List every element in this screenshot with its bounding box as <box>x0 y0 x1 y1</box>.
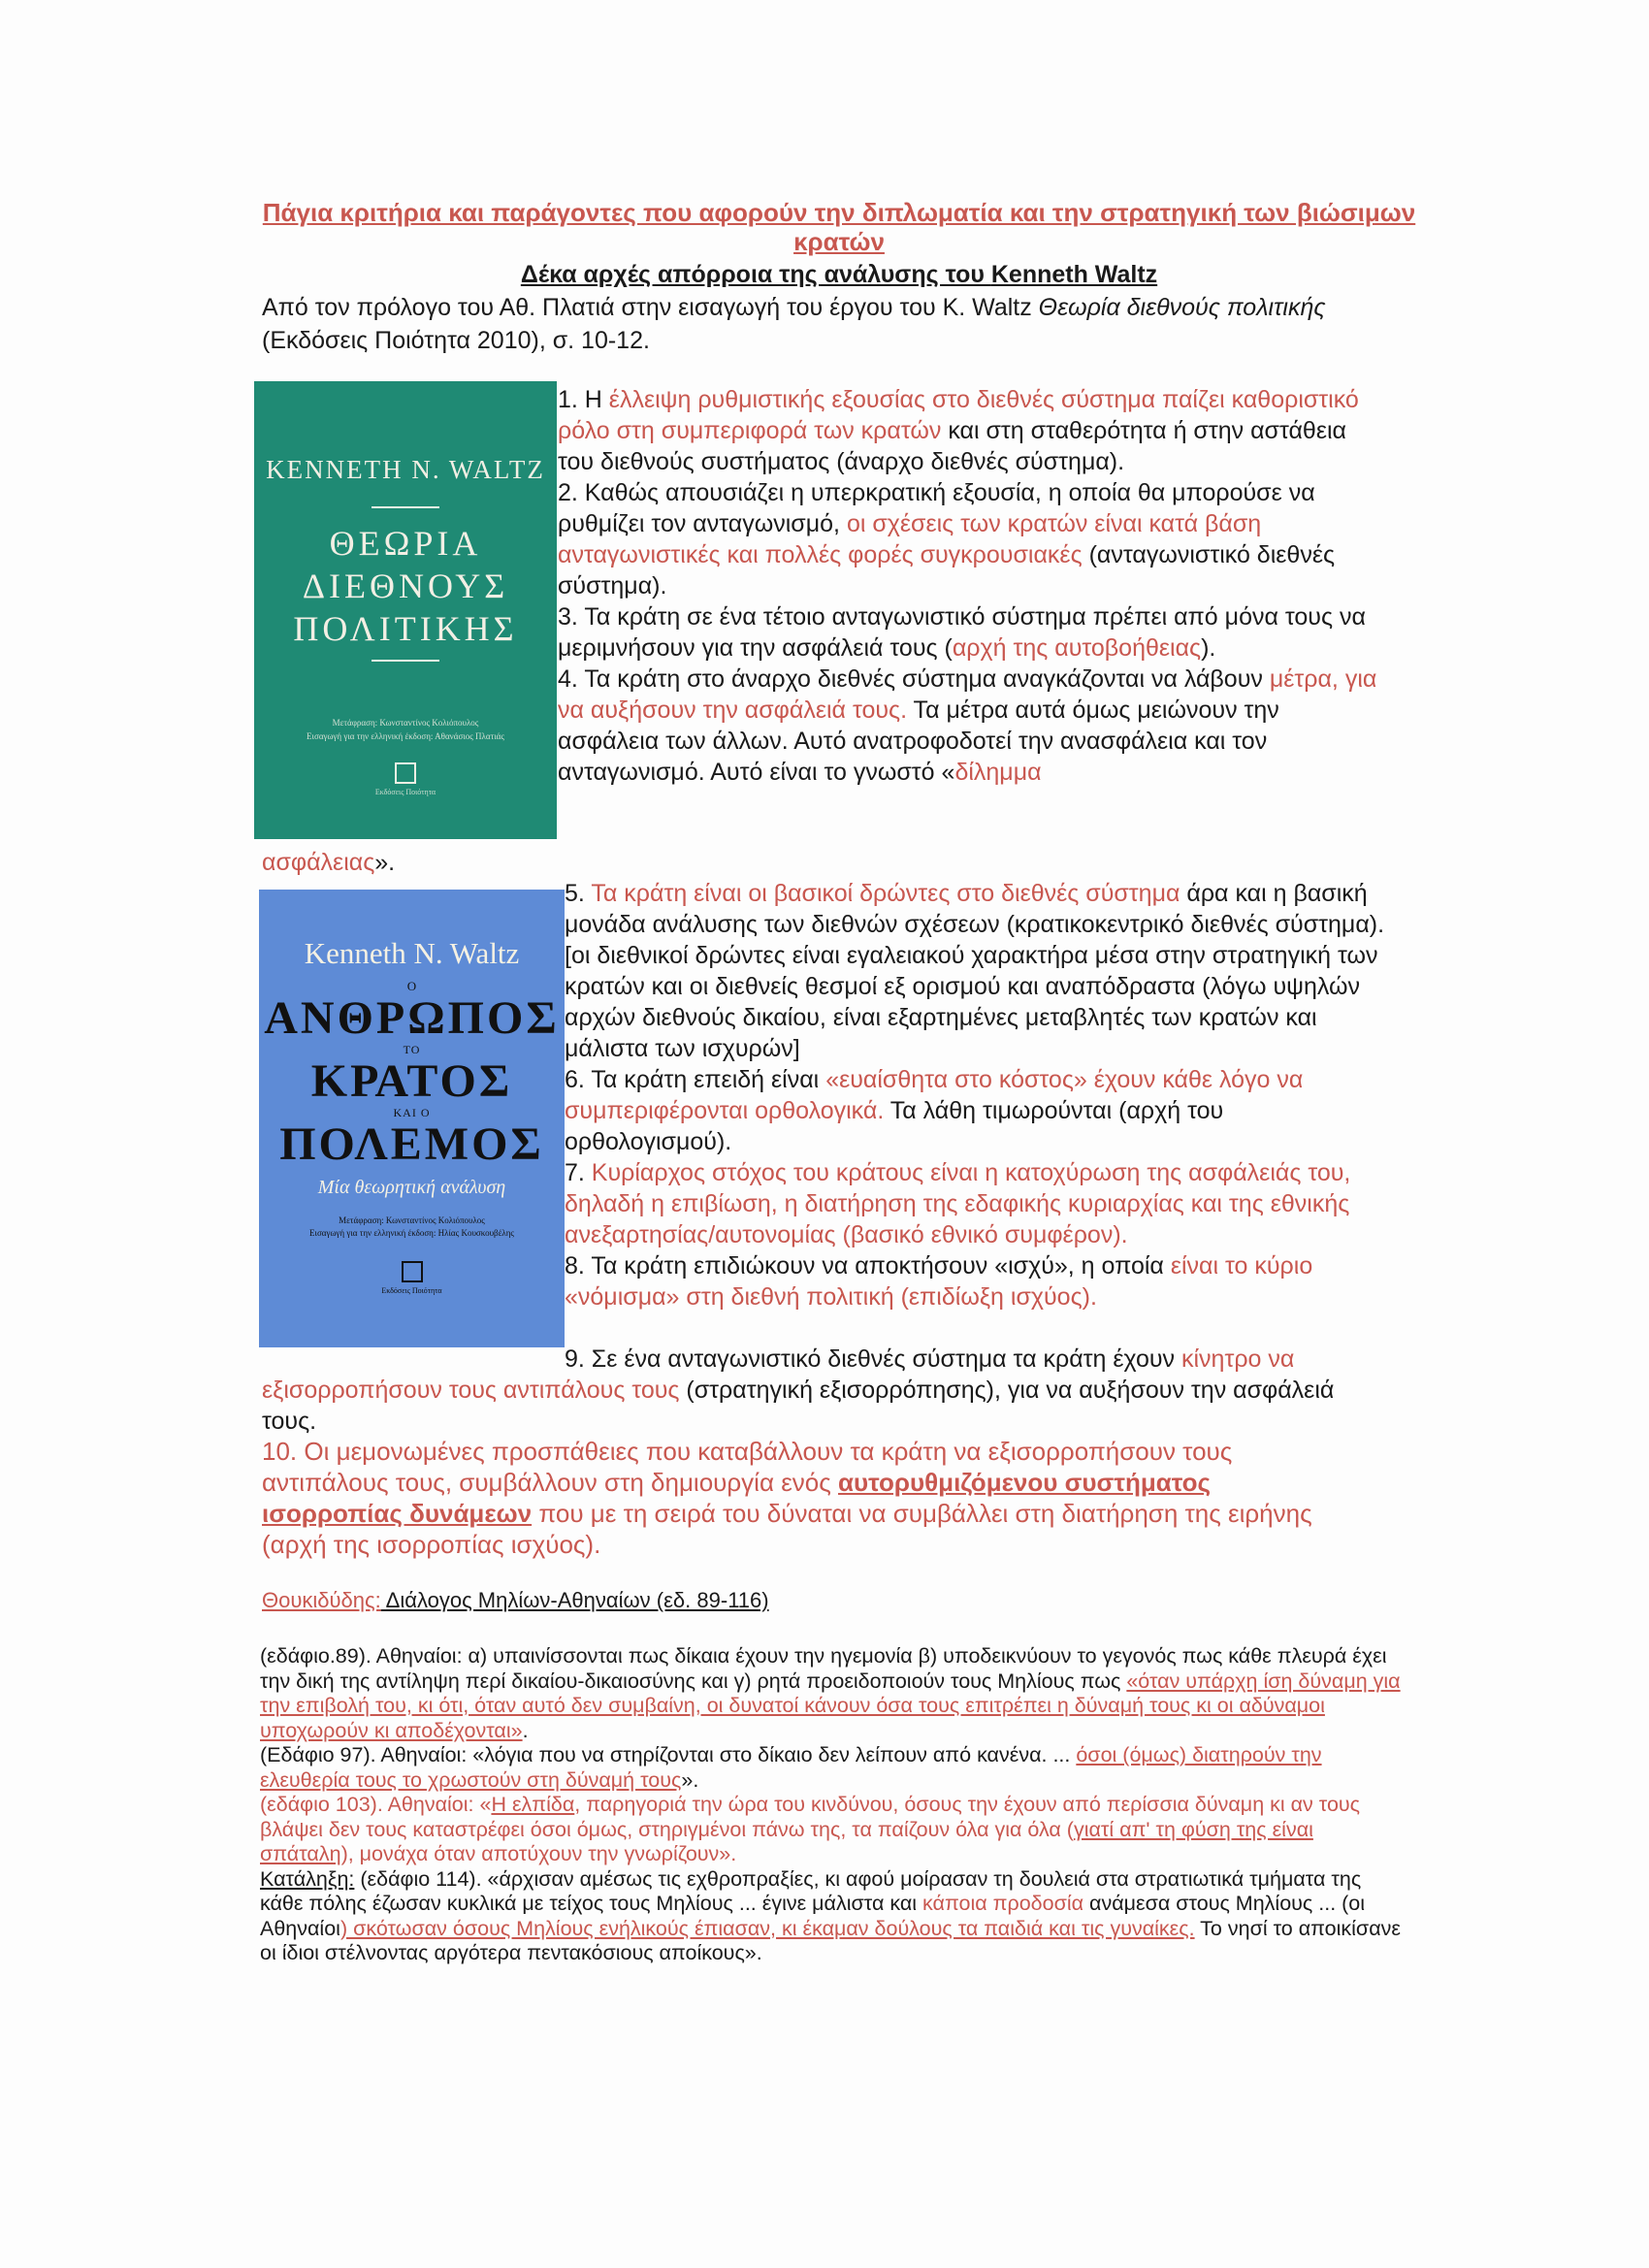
cover2-intro: Εισαγωγή για την ελληνική έκδοση: Ηλίας Κουσκουβέλης <box>309 1228 514 1238</box>
point-4-highlight: μέτρα, για να αυξήσουν την ασφάλειά τους. <box>558 665 1377 724</box>
cover1-intro: Εισαγωγή για την ελληνική έκδοση: Αθανάσιος Πλατιάς <box>307 731 504 741</box>
excerpt-114-quote: ) σκότωσαν όσους Μηλίους ενήλικούς έπιασαν, κι έκαμαν δούλους τα παιδιά και τις γυναίκες. <box>340 1916 1195 1940</box>
thucydides-heading <box>262 1588 769 1613</box>
cover2-subtitle: Μία θεωρητική ανάλυση <box>317 1177 506 1198</box>
document-subtitle <box>257 260 1421 289</box>
excerpt-97-text: (Εδάφιο 97). Αθηναίοι: «λόγια που να στηρίζονται στο δίκαιο δεν λείπουν από κανένα. ... <box>260 1743 1077 1766</box>
point-10-text-end: που με τη σειρά του δύναται να συμβάλλει στη διατήρηση της ειρήνης (αρχή της ισορροπίας ισχύος). <box>262 1499 1312 1559</box>
source-book-title: Θεωρία διεθνούς πολιτικής <box>1038 294 1326 321</box>
subtitle-text: Δέκα αρχές απόρροια της ανάλυσης του <box>520 261 991 288</box>
point-6-highlight: «ευαίσθητα στο κόστος» έχουν κάθε λόγο να συμπεριφέρονται ορθολογικά. <box>565 1066 1304 1124</box>
thucydides-name: Θουκιδύδης: <box>262 1588 381 1612</box>
point-5-highlight: Τα κράτη είναι οι βασικοί δρώντες στο διεθνές σύστημα <box>591 880 1180 907</box>
point-5-text: 5. <box>565 880 592 907</box>
point-5 <box>565 878 1389 1064</box>
excerpt-89-text: (εδάφιο.89). Αθηναίοι: α) υπαινίσσονται πως δίκαια έχουν την ηγεμονία β) υποδεικνύουν το γεγονός πως κάθε πλευρά έχει την δική της αντίληψη περί δικαίου-δικαιοσύνης και γ) ρητά προειδοποιούν τους Μηλίους πως <box>260 1644 1387 1693</box>
cover1-title-line2: ΔΙΕΘΝΟΥΣ <box>302 567 509 605</box>
cover1-translator: Μετάφραση: Κωνσταντίνος Κολιόπουλος <box>332 718 479 728</box>
cover1-title-line1: ΘΕΩΡΙΑ <box>329 524 482 563</box>
point-8-highlight: είναι το κύριο «νόμισμα» στη διεθνή πολιτική (επιδίωξη ισχύος). <box>565 1252 1313 1311</box>
source-text: Από τον πρόλογο του Αθ. Πλατιά στην εισαγωγή του έργου του Κ. Waltz <box>262 294 1039 321</box>
excerpt-103-text: (εδάφιο 103). Αθηναίοι: « <box>260 1793 492 1816</box>
point-9-text: 9. Σε ένα ανταγωνιστικό διεθνές σύστημα τα κράτη έχουν <box>565 1345 1181 1373</box>
point-4-tail-highlight: ασφάλειας <box>262 849 375 876</box>
subtitle-author: Kenneth Waltz <box>990 261 1158 288</box>
point-4-tail <box>262 847 395 878</box>
point-1-text: 1. Η <box>558 386 609 413</box>
cover2-word-and: ΚΑΙ Ο <box>393 1106 431 1119</box>
cover1-divider <box>372 506 439 508</box>
cover2-publisher: Εκδόσεις Ποιότητα <box>381 1286 442 1295</box>
excerpt-114-betrayal: κάποια προδοσία <box>922 1892 1084 1915</box>
point-3 <box>558 601 1382 664</box>
excerpt-89-end: . <box>522 1718 529 1742</box>
excerpt-103-underline: γιατί απ' τη φύση της είναι σπάταλη <box>260 1817 1313 1865</box>
point-8 <box>565 1250 1389 1312</box>
cover2-word-man: ΑΝΘΡΩΠΟΣ <box>264 992 560 1044</box>
point-2-highlight: οι σχέσεις των κρατών είναι κατά βάση ανταγωνιστικές και πολλές φορές συγκρουσιακές <box>558 510 1262 568</box>
point-5-text-end: άρα και η βασική μονάδα ανάλυσης των διεθνών σχέσεων (κρατικοκεντρικό διεθνές σύστημα). [οι διεθνικοί δρώντες είναι εγαλειακού χαρακτήρα μέσα στην στρατηγική των κρατών και οι διεθνείς θεσμοί εξ ορισμού και αναπόδραστα (λόγω υψηλών αρχών διεθνούς δικαίου, είναι εξαρτημένες μεταβλητές των κρατών και μάλιστα των ισχυρών] <box>565 880 1385 1062</box>
book-cover-theory-of-international-politics <box>254 381 557 839</box>
point-4-text-mid: Τα μέτρα αυτά όμως μειώνουν την ασφάλεια των άλλων. Αυτό ανατροφοδοτεί την ανασφάλεια και τον ανταγωνισμό. Αυτό είναι το γνωστό « <box>558 697 1279 786</box>
point-7-highlight: Κυρίαρχος στόχος του κράτους είναι η κατοχύρωση της ασφάλειάς του, δηλαδή η επιβίωση, η διατήρηση της εδαφικής κυριαρχίας και της εθνικής ανεξαρτησίας/αυτονομίας (βασικό εθνικό συμφέρον). <box>565 1159 1351 1248</box>
point-9 <box>262 1344 1387 1437</box>
melian-dialogue-excerpts <box>260 1644 1409 1966</box>
point-3-highlight: αρχή της αυτοβοήθειας <box>952 634 1202 662</box>
source-note <box>262 291 1368 357</box>
point-10-text: 10. Οι μεμονωμένες προσπάθειες που καταβάλλουν τα κράτη να εξισορροπήσουν τους αντιπάλους τους, συμβάλλουν στη δημιουργία ενός <box>262 1437 1233 1497</box>
point-4 <box>558 664 1382 788</box>
excerpt-114-end: Το νησί το αποικίσανε οι ίδιοι στέλνοντας αργότερα πεντακόσιους αποίκους». <box>260 1916 1401 1964</box>
source-text-end: (Εκδόσεις Ποιότητα 2010), σ. 10-12. <box>262 327 650 354</box>
cover2-word-o: Ο <box>406 979 417 993</box>
points-column-1 <box>558 384 1382 788</box>
point-10 <box>262 1436 1329 1560</box>
cover2-translator: Μετάφραση: Κωνσταντίνος Κολιόπουλος <box>339 1215 485 1225</box>
excerpt-103-end: ), μονάχα όταν αποτύχουν την γνωρίζουν». <box>340 1842 737 1865</box>
excerpt-89 <box>260 1644 1409 1743</box>
excerpt-114 <box>260 1867 1409 1966</box>
cover1-publisher: Εκδόσεις Ποιότητα <box>374 788 436 796</box>
cover1-author: KENNETH N. WALTZ <box>266 455 545 484</box>
excerpt-103 <box>260 1793 1409 1867</box>
cover1-divider-bottom <box>372 660 439 662</box>
point-1 <box>558 384 1382 477</box>
excerpt-103-text-mid: , παρηγοριά την ώρα του κινδύνου, όσους την έχουν από περίσσια δύναμη κι αν τους βλάψει δεν τους καταστρέφει όσοι όμως, στηριγμένοι πάνω της, τα παίζουν όλα για όλα ( <box>260 1793 1361 1841</box>
point-3-text: 3. Τα κράτη σε ένα τέτοιο ανταγωνιστικό σύστημα πρέπει από μόνα τους να μεριμνήσουν για την ασφάλειά τους ( <box>558 603 1366 662</box>
thucydides-work: Διάλογος Μηλίων-Αθηναίων (εδ. 89-116) <box>380 1588 769 1612</box>
publisher-logo-icon <box>395 762 416 784</box>
excerpt-89-quote: «όταν υπάρχη ίση δύναμη για την επιβολή του, κι ότι, όταν αυτό δεν συμβαίνη, οι δυνατοί κάνουν όσα τους επιτρέπει η δύναμή τους κι οι αδύναμοι υποχωρούν κι αποδέχονται» <box>260 1669 1401 1742</box>
excerpt-97 <box>260 1743 1409 1793</box>
cover1-title-line3: ΠΟΛΙΤΙΚΗΣ <box>293 609 518 648</box>
point-1-text-end: και στη σταθερότητα ή στην αστάθεια του διεθνούς συστήματος (άναρχο διεθνές σύστημα). <box>558 417 1346 475</box>
document-title: Πάγια κριτήρια και παράγοντες που αφορούν την διπλωματία και την στρατηγική των βιώσιμων κρατών <box>262 198 1416 256</box>
excerpt-97-end: ». <box>681 1767 699 1792</box>
point-4-text: 4. Τα κράτη στο άναρχο διεθνές σύστημα αναγκάζονται να λάβουν <box>558 665 1270 693</box>
point-6-text-end: Τα λάθη τιμωρούνται (αρχή του ορθολογισμού). <box>565 1097 1224 1155</box>
point-8-text: 8. Τα κράτη επιδιώκουν να αποκτήσουν «ισχύ», η οποία <box>565 1252 1171 1280</box>
excerpt-114-text: (εδάφιο 114). «άρχισαν αμέσως τις εχθροπραξίες, κι αφού μοίρασαν τη δουλειά στα στρατιωτικά τμήματα της κάθε πόλης έζωσαν κυκλικά με τείχος τους Μηλίους ... έγινε μάλιστα και <box>260 1866 1362 1915</box>
cover1-credits <box>254 716 557 743</box>
cover2-word-to: ΤΟ <box>403 1043 421 1056</box>
point-7 <box>565 1157 1389 1250</box>
point-9-text-end: (στρατηγική εξισορρόπησης), για να αυξήσουν την ασφάλειά τους. <box>262 1377 1335 1435</box>
excerpt-97-quote: όσοι (όμως) διατηρούν την ελευθερία τους το χρωστούν στη δύναμή τους <box>260 1743 1322 1792</box>
point-7-text: 7. <box>565 1159 592 1186</box>
point-10-emphasis: αυτορυθμιζόμενου συστήματος ισορροπίας δυνάμεων <box>262 1468 1211 1528</box>
publisher-logo-icon <box>402 1261 423 1282</box>
conclusion-label: Κατάληξη: <box>260 1866 355 1891</box>
cover2-author: Kenneth N. Waltz <box>304 936 520 970</box>
points-column-2 <box>565 878 1389 1312</box>
point-1-highlight: έλλειψη ρυθμιστικής εξουσίας στο διεθνές σύστημα παίζει καθοριστικό ρόλο στη συμπεριφορά των κρατών <box>558 386 1359 444</box>
point-6-text: 6. Τα κράτη επειδή είναι <box>565 1066 826 1093</box>
point-2-text-end: (ανταγωνιστικό διεθνές σύστημα). <box>558 541 1336 599</box>
point-4-tail-text: ». <box>374 849 396 876</box>
point-6 <box>565 1064 1389 1157</box>
excerpt-103-hope: Η ελπίδα <box>491 1793 575 1816</box>
point-2-text: 2. Καθώς απουσιάζει η υπερκρατική εξουσία, η οποία θα μπορούσε να ρυθμίζει τον ανταγωνισμό, <box>558 479 1315 537</box>
point-4-highlight-end: δίλημμα <box>954 759 1042 786</box>
cover2-word-state: ΚΡΑΤΟΣ <box>310 1055 513 1107</box>
point-9-highlight: κίνητρο να εξισορροπήσουν τους αντιπάλους τους <box>262 1345 1295 1404</box>
point-3-text-end: ). <box>1201 634 1216 662</box>
cover2-credits <box>259 1215 565 1240</box>
point-2 <box>558 477 1382 601</box>
excerpt-114-text-mid: ανάμεσα στους Μηλίους ... (οι Αθηναίοι <box>260 1892 1366 1940</box>
cover2-word-war: ΠΟΛΕΜΟΣ <box>279 1118 544 1170</box>
book-cover-man-state-war <box>259 890 565 1347</box>
